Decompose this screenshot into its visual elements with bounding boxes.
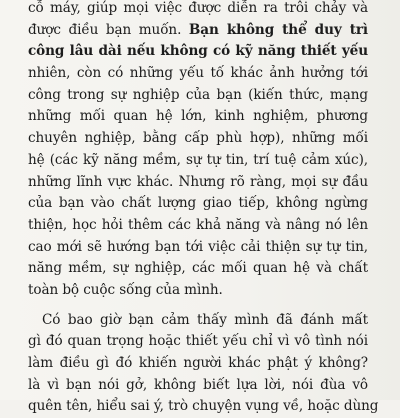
text-line <box>28 20 368 42</box>
text-line <box>28 63 368 85</box>
paragraph <box>28 310 379 418</box>
text-run: cao mới sẽ hướng bạn tới việc cải thiện sự tự tin, <box>28 238 368 255</box>
text-line <box>28 375 368 397</box>
text-line <box>28 353 368 375</box>
text-run: được điều bạn muốn. <box>28 21 189 38</box>
text-line <box>28 85 368 107</box>
text-line <box>28 215 368 237</box>
text-run: Có bao giờ bạn cảm thấy mình đã đánh mất <box>42 311 368 328</box>
bold-text-run: công lâu dài nếu không có kỹ năng thiết yếu <box>28 43 368 60</box>
text-run: làm điều gì đó khiến người khác phật ý không? <box>28 355 368 371</box>
text-run: hệ (các kỹ năng mềm, sự tự tin, trí tuệ cảm xúc), <box>28 151 368 168</box>
text-line <box>28 193 368 215</box>
paragraph-gap <box>28 302 368 310</box>
text-run: nhiên, còn có những yếu tố khác ảnh hưởng tới <box>28 65 368 82</box>
text-run: của bạn vào chất lượng giao tiếp, không ngừng <box>28 195 368 212</box>
bold-text-run: Bạn không thể duy trì <box>188 21 368 38</box>
text-run: cỗ máy, giúp mọi việc được diễn ra trôi chảy và <box>28 0 368 16</box>
text-run: thiện, học hỏi thêm các khả năng và nâng nó lên <box>28 216 368 233</box>
text-line <box>28 331 368 353</box>
text-line <box>28 237 368 259</box>
text-line <box>28 280 368 302</box>
text-run: gì đó quan trọng hoặc thiết yếu chỉ vì vô tình nói <box>28 333 368 350</box>
text-run: công trong sự nghiệp của bạn (kiến thức, mạng <box>28 86 368 103</box>
text-line <box>28 0 368 20</box>
text-run: năng mềm, sự nghiệp, các mối quan hệ và chất <box>28 260 368 277</box>
text-run: là vì bạn nói gở, không biết lựa lời, nói đùa vô <box>28 376 368 393</box>
text-run: quên tên, hiểu sai ý, trò chuyện vụng về, hoặc dùng <box>28 398 379 415</box>
text-run: chuyên nghiệp, bằng cấp phù hợp), những mối <box>28 130 368 147</box>
text-line <box>28 106 368 128</box>
text-line <box>28 172 368 194</box>
text-run: những mối quan hệ lớn, kinh nghiệm, phương <box>28 108 368 125</box>
text-run: những lĩnh vực khác. Nhưng rõ ràng, mọi sự đầu <box>28 173 368 190</box>
paragraph <box>28 0 368 302</box>
text-line <box>28 258 368 280</box>
text-line <box>28 41 368 63</box>
text-line <box>28 150 368 172</box>
text-line <box>28 310 368 332</box>
text-line <box>28 128 368 150</box>
body-text <box>28 0 379 418</box>
text-run: toàn bộ cuộc sống của mình. <box>28 281 223 298</box>
